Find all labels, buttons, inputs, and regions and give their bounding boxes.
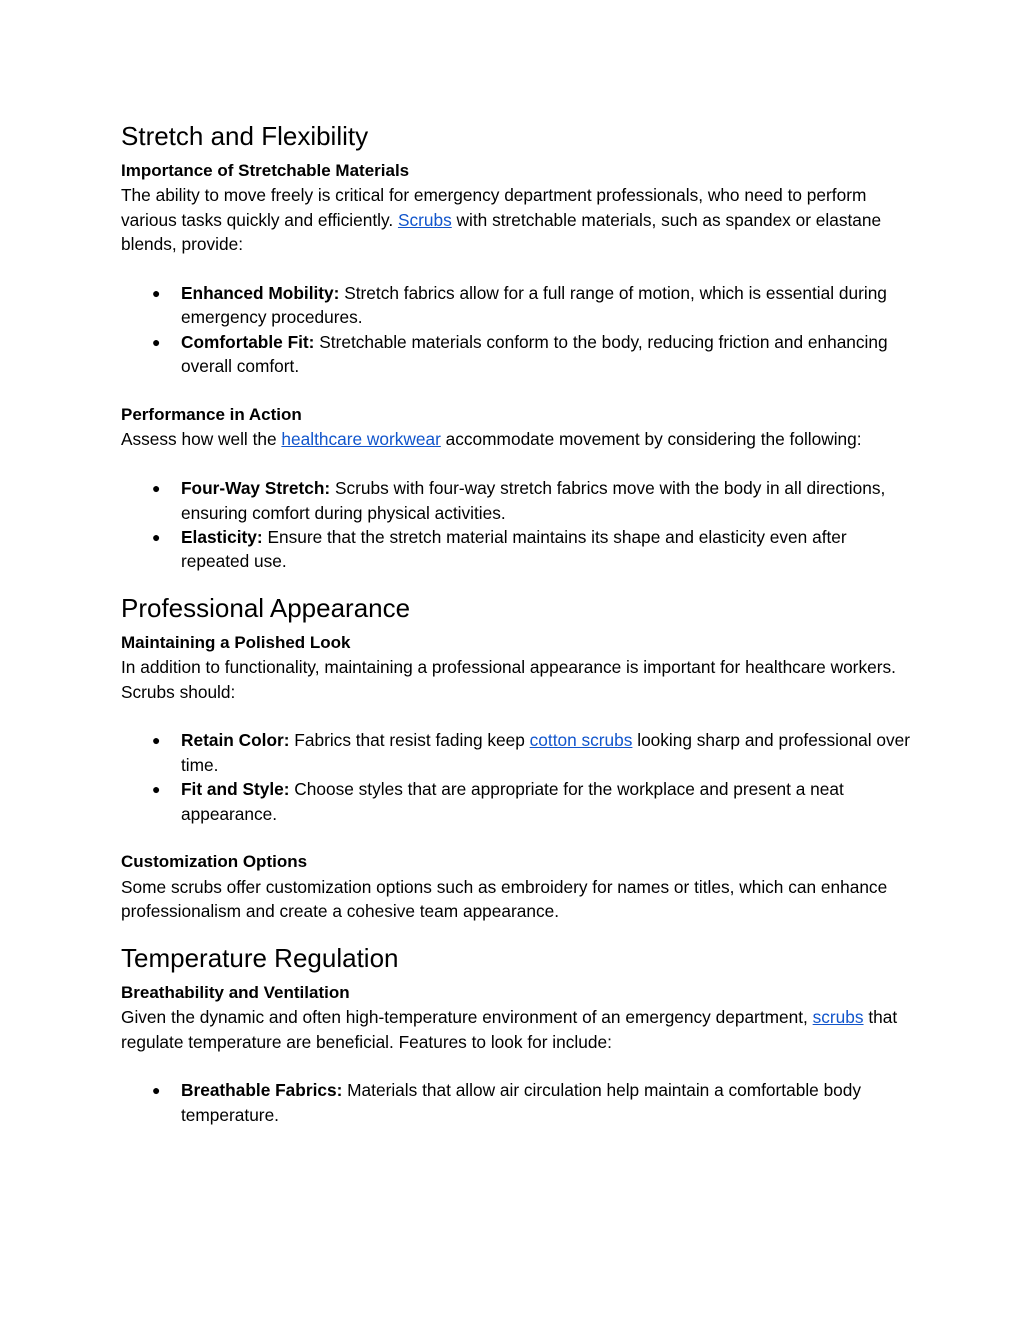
bullet-list — [121, 281, 911, 379]
bullet-lead: Fit and Style: — [181, 779, 290, 800]
bullet-icon: ● — [152, 732, 161, 749]
list-item — [121, 525, 911, 574]
bullet-list — [121, 476, 911, 574]
bullet-icon: ● — [152, 285, 161, 302]
bullet-text: Stretchable materials conform to the body, reducing friction and enhancing overall comfort. — [181, 331, 888, 377]
bullet-list — [121, 728, 911, 826]
paragraph: Some scrubs offer customization options such as embroidery for names or titles, which can enhance professionalism and create a cohesive team appearance. — [121, 876, 888, 922]
bullet-lead: Enhanced Mobility: — [181, 283, 340, 304]
paragraph-text: with stretchable materials, such as spandex or elastane blends, provide: — [121, 209, 882, 255]
section-title: Professional Appearance — [121, 592, 411, 623]
bullet-icon: ● — [152, 529, 161, 546]
bullet-text: Choose styles that are appropriate for the workplace and present a neat appearance. — [181, 779, 844, 824]
bullet-icon: ● — [152, 333, 161, 350]
bullet-text: Stretch fabrics allow for a full range of motion, which is essential during emergency procedures. — [181, 283, 887, 328]
bullet-icon: ● — [152, 480, 161, 497]
bullet-lead: Elasticity: — [181, 527, 263, 548]
subheading: Importance of Stretchable Materials — [121, 161, 410, 180]
bullet-text: Scrubs with four-way stretch fabrics move with the body in all directions, ensuring comfort during physical activities. — [181, 478, 886, 523]
subheading: Breathability and Ventilation — [121, 982, 350, 1002]
paragraph-text: Assess how well the — [121, 429, 282, 450]
paragraph-text: The ability to move freely is critical for emergency department professionals, who need to perform various tasks quickly and efficiently. — [121, 185, 867, 230]
section-title: Stretch and Flexibility — [121, 121, 369, 151]
paragraph: In addition to functionality, maintaining a professional appearance is important for healthcare workers. Scrubs should: — [121, 657, 896, 702]
list-item — [121, 330, 911, 379]
bullet-text: looking sharp and professional over time. — [181, 730, 911, 775]
list-item — [121, 777, 911, 826]
document-page — [121, 119, 911, 1127]
paragraph-text: that regulate temperature are beneficial. Features to look for include: — [121, 1007, 898, 1052]
bullet-lead: Comfortable Fit: — [181, 331, 315, 352]
bullet-icon: ● — [152, 781, 161, 798]
healthcare-workwear-link[interactable]: healthcare workwear — [281, 429, 441, 450]
bullet-text: Ensure that the stretch material maintains its shape and elasticity even after repeated use. — [181, 527, 847, 572]
list-item — [121, 728, 911, 777]
list-item — [121, 476, 911, 525]
bullet-text: Materials that allow air circulation help maintain a comfortable body temperature. — [181, 1080, 862, 1125]
subheading: Maintaining a Polished Look — [121, 632, 351, 652]
cotton-scrubs-link[interactable]: cotton scrubs — [529, 730, 633, 751]
list-item — [121, 1078, 911, 1127]
paragraph-text: accommodate movement by considering the following: — [440, 429, 862, 450]
bullet-lead: Four-Way Stretch: — [181, 478, 331, 499]
subheading: Performance in Action — [121, 405, 302, 425]
bullet-icon: ● — [152, 1082, 161, 1099]
paragraph — [121, 183, 911, 256]
paragraph — [121, 427, 911, 451]
list-item — [121, 281, 911, 330]
bullet-text: Fabrics that resist fading keep — [289, 730, 530, 751]
section-title: Temperature Regulation — [121, 942, 399, 973]
subheading: Customization Options — [121, 852, 308, 872]
scrubs-link[interactable]: scrubs — [812, 1007, 864, 1028]
bullet-lead: Retain Color: — [181, 730, 290, 751]
paragraph — [121, 1005, 911, 1054]
bullet-lead: Breathable Fabrics: — [181, 1080, 343, 1101]
bullet-list — [121, 1078, 911, 1127]
paragraph-text: Given the dynamic and often high-temperature environment of an emergency department, — [121, 1007, 813, 1028]
scrubs-link[interactable]: Scrubs — [397, 209, 452, 230]
